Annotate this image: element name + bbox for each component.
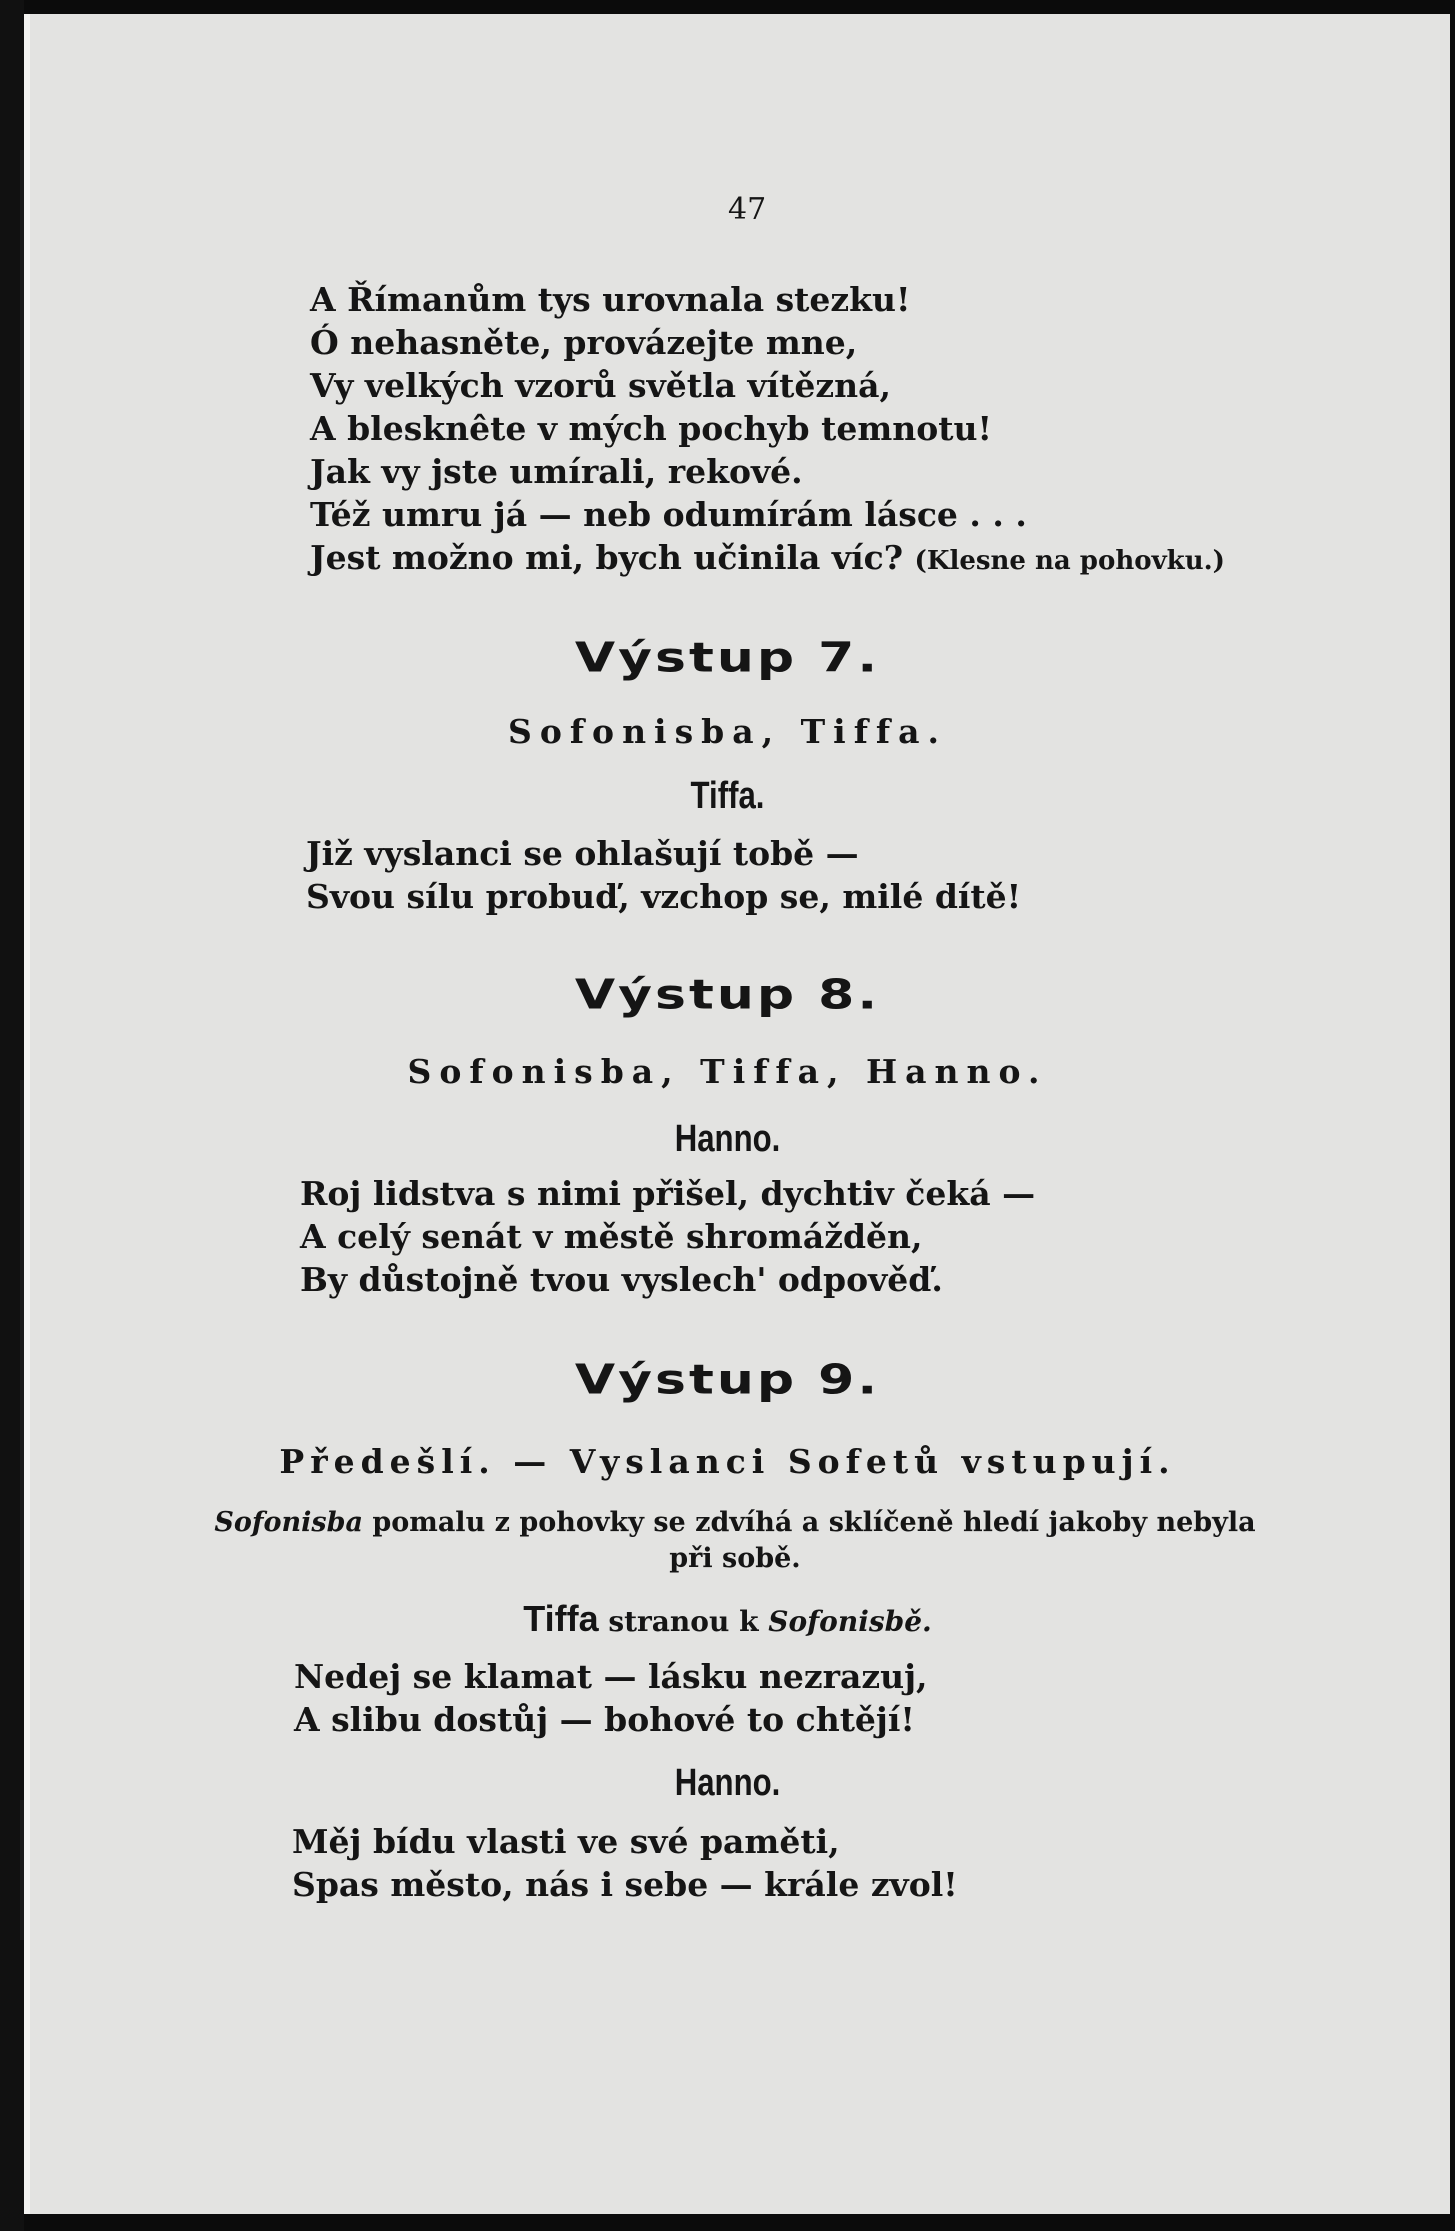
speaker-name: Tiffa.	[690, 775, 765, 817]
speaker-aside	[0, 1598, 1455, 1640]
scene-cast: Sofonisba, Tiffa.	[508, 712, 947, 751]
verse-line: Jak vy jste umírali, rekové.	[310, 452, 803, 491]
speaker-name: Hanno.	[674, 1118, 781, 1160]
tiffa-verse	[294, 1655, 928, 1741]
speaker-name: Tiffa	[523, 1598, 599, 1639]
page-number: 47	[728, 192, 767, 227]
verse-line: Měj bídu vlasti ve své paměti,	[292, 1822, 840, 1861]
verse-line: A blesknête v mých pochyb temnotu!	[310, 409, 992, 448]
stage-direction: (Klesne na pohovku.)	[914, 546, 1225, 576]
aside-text: stranou k	[608, 1605, 759, 1638]
verse-line: A slibu dostůj — bohové to chtějí!	[294, 1700, 915, 1739]
verse-text: Jest možno mi, bych učinila víc?	[310, 538, 904, 577]
verse-line: A Římanům tys urovnala stezku!	[310, 280, 911, 319]
verse-line: Spas město, nás i sebe — krále zvol!	[292, 1865, 958, 1904]
verse-line: Svou sílu probuď, vzchop se, milé dítě!	[306, 877, 1022, 916]
verse-line: Již vyslanci se ohlašují tobě —	[306, 834, 859, 873]
verse-line: Ó nehasněte, provázejte mne,	[310, 323, 858, 362]
verse-line	[310, 536, 1225, 579]
character-name: Sofonisba	[214, 1507, 363, 1538]
verse-line: A celý senát v městě shromážděn,	[300, 1217, 923, 1256]
verse-line: Roj lidstva s nimi přišel, dychtiv čeká —	[300, 1174, 1036, 1213]
hanno-verse	[292, 1820, 958, 1906]
scene-heading: Výstup 9.	[574, 1356, 881, 1404]
scene7-verse	[306, 832, 1021, 918]
scene-heading: Výstup 8.	[574, 971, 881, 1019]
opening-verse	[310, 278, 1225, 579]
aside-target: Sofonisbě.	[768, 1605, 932, 1638]
speaker-name: Hanno.	[674, 1762, 781, 1804]
direction-text: pomalu z pohovky se zdvíhá a sklíčeně hledí jakoby nebyla při sobě.	[372, 1507, 1256, 1574]
scene-cast: Předešlí. — Vyslanci Sofetů vstupují.	[279, 1442, 1176, 1481]
verse-line: By důstojně tvou vyslech' odpověď.	[300, 1260, 943, 1299]
verse-line: Nedej se klamat — lásku nezrazuj,	[294, 1657, 928, 1696]
scene-heading: Výstup 7.	[574, 634, 881, 682]
stage-direction	[210, 1505, 1260, 1577]
scene8-verse	[300, 1172, 1035, 1301]
verse-line: Též umru já — neb odumírám lásce . . .	[310, 495, 1027, 534]
scene-cast: Sofonisba, Tiffa, Hanno.	[407, 1052, 1048, 1091]
verse-line: Vy velkých vzorů světla vítězná,	[310, 366, 891, 405]
book-spine	[0, 0, 24, 2231]
